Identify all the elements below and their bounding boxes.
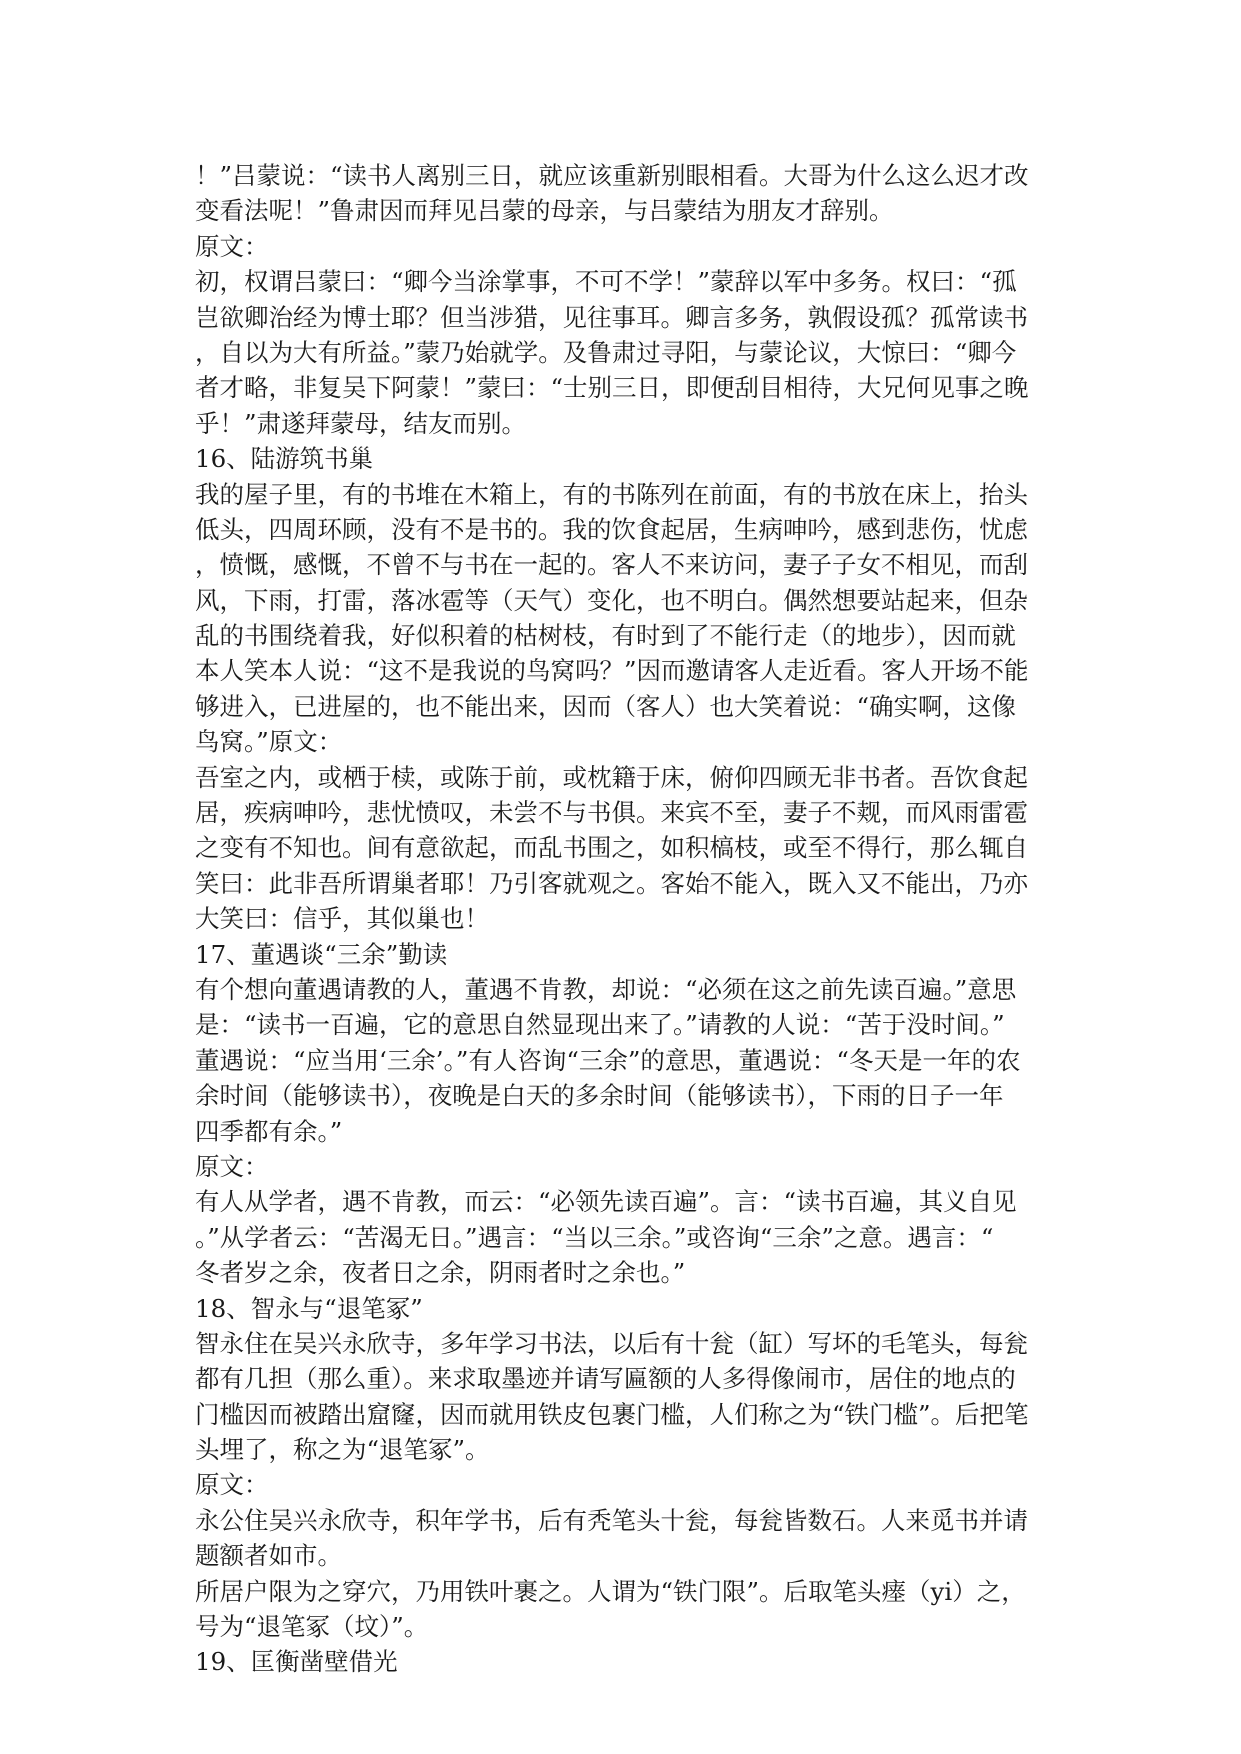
text-line: 门槛因而被踏出窟窿，因而就用铁皮包裹门槛，人们称之为“铁门槛”。后把笔 — [195, 1399, 1029, 1429]
text-line: 低头，四周环顾，没有不是书的。我的饮食起居，生病呻吟，感到悲伤，忧虑 — [195, 514, 1028, 544]
text-line: ！”吕蒙说：“读书人离别三日，就应该重新别眼相看。大哥为什么这么迟才改 — [195, 161, 1029, 190]
document-page — [195, 158, 1055, 1680]
text-line: 居，疾病呻吟，悲忧愤叹，未尝不与书俱。来宾不至，妻子不觌，而风雨雷雹 — [195, 798, 1028, 828]
text-line: 够进入，已进屋的，也不能出来，因而（客人）也大笑着说：“确实啊，这像 — [195, 691, 1017, 721]
text-line: 题额者如市。 — [195, 1541, 342, 1571]
text-line: 冬者岁之余，夜者日之余，阴雨者时之余也。” — [195, 1258, 686, 1288]
text-line: 17、董遇谈“三余”勤读 — [195, 939, 448, 969]
text-line: 头埋了，称之为“退笔冢”。 — [195, 1435, 490, 1465]
text-line: 是：“读书一百遍，它的意思自然显现出来了。”请教的人说：“苦于没时间。” — [195, 1010, 1005, 1040]
text-line: 智永住在吴兴永欣寺，多年学习书法，以后有十瓮（缸）写坏的毛笔头，每瓮 — [195, 1328, 1028, 1358]
text-line: 余时间（能够读书），夜晚是白天的多余时间（能够读书），下雨的日子一年 — [195, 1081, 1004, 1111]
text-line: 我的屋子里，有的书堆在木箱上，有的书陈列在前面，有的书放在床上，抬头 — [195, 479, 1028, 509]
text-line: 吾室之内，或栖于椟，或陈于前，或枕籍于床，俯仰四顾无非书者。吾饮食起 — [195, 762, 1028, 792]
text-line: 16、陆游筑书巢 — [195, 444, 374, 474]
text-line: 乎！”肃遂拜蒙母，结友而别。 — [195, 408, 527, 438]
text-line: 大笑曰：信乎，其似巢也！ — [195, 904, 489, 934]
text-line: 之变有不知也。间有意欲起，而乱书围之，如积槁枝，或至不得行，那么辄自 — [195, 833, 1028, 863]
text-line: 乱的书围绕着我，好似积着的枯树枝，有时到了不能行走（的地步），因而就 — [195, 621, 1016, 651]
text-line: 本人笑本人说：“这不是我说的鸟窝吗？”因而邀请客人走近看。客人开场不能 — [195, 656, 1029, 686]
text-line: 有人从学者，遇不肯教，而云：“必领先读百遍”。言：“读书百遍，其义自见 — [195, 1187, 1017, 1217]
text-line: 岂欲卿治经为博士耶？但当涉猎，见往事耳。卿言多务，孰假设孤？孤常读书 — [195, 302, 1028, 332]
text-line: 都有几担（那么重）。来求取墨迹并请写匾额的人多得像闹市，居住的地点的 — [195, 1364, 1016, 1394]
text-line: 。”从学者云：“苦渴无日。”遇言：“当以三余。”或咨询“三余”之意。遇言：“ — [195, 1222, 994, 1252]
text-line: 初，权谓吕蒙曰：“卿今当涂掌事，不可不学！”蒙辞以军中多务。权曰：“孤 — [195, 267, 1017, 297]
text-line: 笑曰：此非吾所谓巢者耶！乃引客就观之。客始不能入，既入又不能出，乃亦 — [195, 868, 1028, 898]
text-line: 永公住吴兴永欣寺，积年学书，后有秃笔头十瓮，每瓮皆数石。人来觅书并请 — [195, 1505, 1028, 1535]
text-line: 风，下雨，打雷，落冰雹等（天气）变化，也不明白。偶然想要站起来，但杂 — [195, 585, 1028, 615]
text-line: 原文： — [195, 231, 269, 261]
text-line: 变看法呢！”鲁肃因而拜见吕蒙的母亲，与吕蒙结为朋友才辞别。 — [195, 196, 894, 226]
text-line: 号为“退笔冢（坟）”。 — [195, 1612, 429, 1642]
text-line: 原文： — [195, 1470, 269, 1500]
text-line: ，自以为大有所益。”蒙乃始就学。及鲁肃过寻阳，与蒙论议，大惊曰：“卿今 — [195, 337, 1017, 367]
text-line: 所居户限为之穿穴，乃用铁叶裹之。人谓为“铁门限”。后取笔头瘗（yi）之， — [195, 1576, 1026, 1606]
text-line: 董遇说：“应当用‘三余’。”有人咨询“三余”的意思，董遇说：“冬天是一年的农 — [195, 1045, 1021, 1075]
text-line: ，愤慨，感慨，不曾不与书在一起的。客人不来访问，妻子子女不相见，而刮 — [195, 550, 1028, 580]
text-line: 原文： — [195, 1151, 269, 1181]
text-line: 18、智永与“退笔冢” — [195, 1293, 423, 1323]
text-line: 者才略，非复吴下阿蒙！”蒙曰：“士别三日，即便刮目相待，大兄何见事之晚 — [195, 373, 1029, 403]
text-line: 四季都有余。” — [195, 1116, 343, 1146]
text-line: 鸟窝。”原文： — [195, 727, 343, 757]
text-line: 有个想向董遇请教的人，董遇不肯教，却说：“必须在这之前先读百遍。”意思 — [195, 974, 1017, 1004]
text-line: 19、匡衡凿壁借光 — [195, 1647, 398, 1677]
